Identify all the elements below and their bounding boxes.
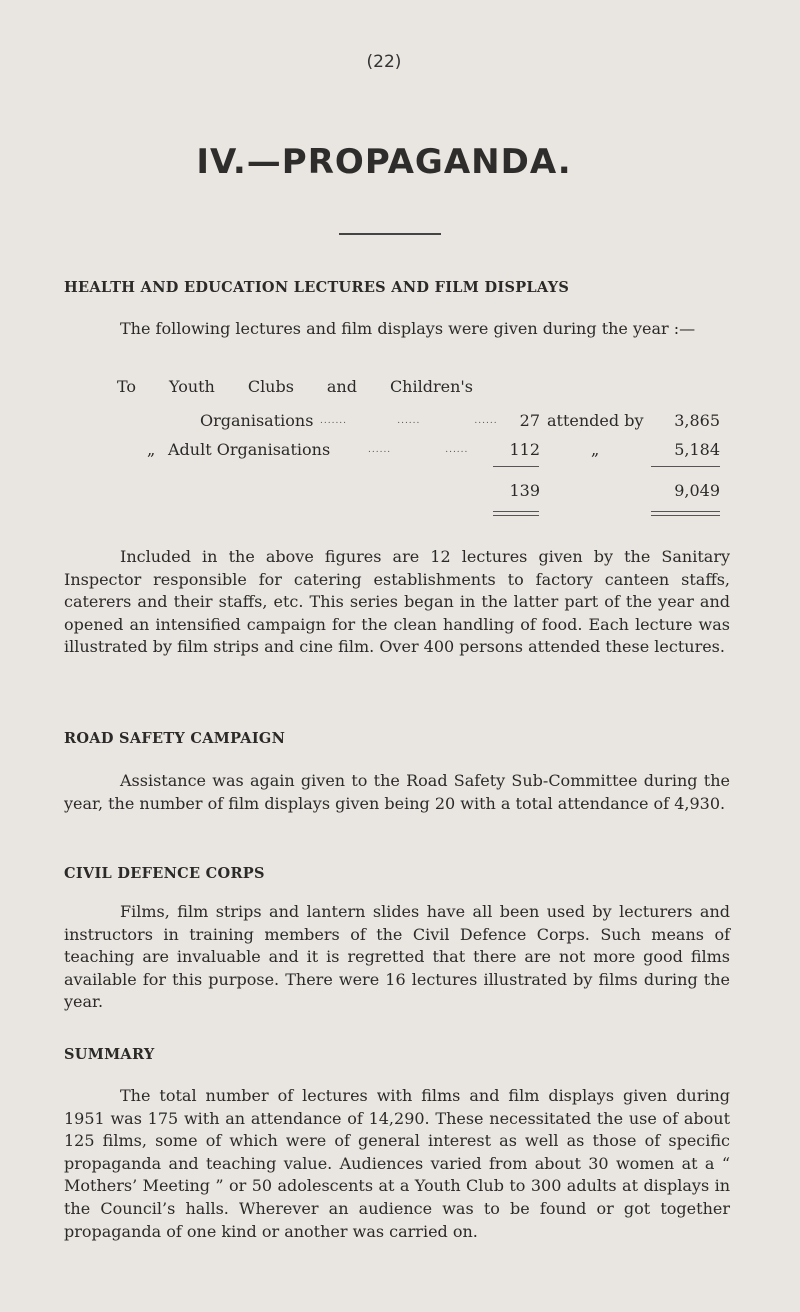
- civil-defence-paragraph: Films, film strips and lantern slides have all been used by lecturers and instructors in training members of the Civil Defence Corps. Such means of teaching are invaluable and it is regretted that there are not more good films available for this purpose. There were 16 lectures illustrated by films during the year.: [64, 902, 730, 1012]
- section-heading-civil-defence: CIVIL DEFENCE CORPS: [64, 865, 265, 882]
- total-count: 139: [509, 481, 540, 500]
- row2-attendance: 5,184: [674, 440, 720, 459]
- row1-attended-label: attended by: [547, 411, 644, 430]
- road-safety-paragraph: Assistance was again given to the Road Safety Sub-Committee during the year, the number of film displays given being 20 with a total attendance of 4,930.: [64, 771, 730, 813]
- chapter-title: IV.—PROPAGANDA.: [196, 142, 572, 182]
- row2-count: 112: [509, 440, 540, 459]
- section-heading-summary: SUMMARY: [64, 1046, 155, 1063]
- row2-ditto-mark-2: „: [591, 440, 600, 459]
- count-underline: [493, 466, 539, 467]
- health-body-paragraph: Included in the above figures are 12 lectures given by the Sanitary Inspector responsible for catering establishments to factory canteen staffs, caterers and their staffs, etc. This series began in the latter part of the year and opened an intensified campaign for the clean handling of food. Each lecture was illustrated by film strips and cine film. Over 400 persons attended these lectures.: [64, 547, 730, 657]
- section-heading-road-safety: ROAD SAFETY CAMPAIGN: [64, 730, 286, 747]
- attendance-underline: [651, 466, 720, 467]
- row2-ditto-mark: „: [147, 440, 156, 459]
- count-double-underline: [493, 511, 539, 516]
- total-attendance: 9,049: [674, 481, 720, 500]
- row1-label-a: To Youth Clubs and Children's: [117, 377, 473, 396]
- row1-label-b: Organisations: [200, 411, 314, 430]
- row1-attendance: 3,865: [674, 411, 720, 430]
- leader-dots: ...... ......: [368, 445, 469, 455]
- health-intro-paragraph: The following lectures and film displays were given during the year :—: [120, 319, 696, 338]
- page-number: (22): [366, 52, 402, 72]
- leader-dots: ....... ...... ......: [320, 416, 498, 426]
- row1-count: 27: [519, 411, 540, 430]
- row2-label: Adult Organisations: [168, 440, 331, 459]
- section-heading-health: HEALTH AND EDUCATION LECTURES AND FILM DISPLAYS: [64, 279, 570, 296]
- attendance-double-underline: [651, 511, 720, 516]
- title-divider: [339, 233, 441, 235]
- summary-paragraph: The total number of lectures with films and film displays given during 1951 was 175 with an attendance of 14,290. These necessitated the use of about 125 films, some of which were of general interest as well as those of specific propaganda and teaching value. Audiences varied from about 30 women at a “ Mothers’ Meeting ” or 50 adolescents at a Youth Club to 300 adults at displays in the Council’s halls. Wherever an audience was to be found or got together propaganda of one kind or another was carried on.: [64, 1086, 730, 1241]
